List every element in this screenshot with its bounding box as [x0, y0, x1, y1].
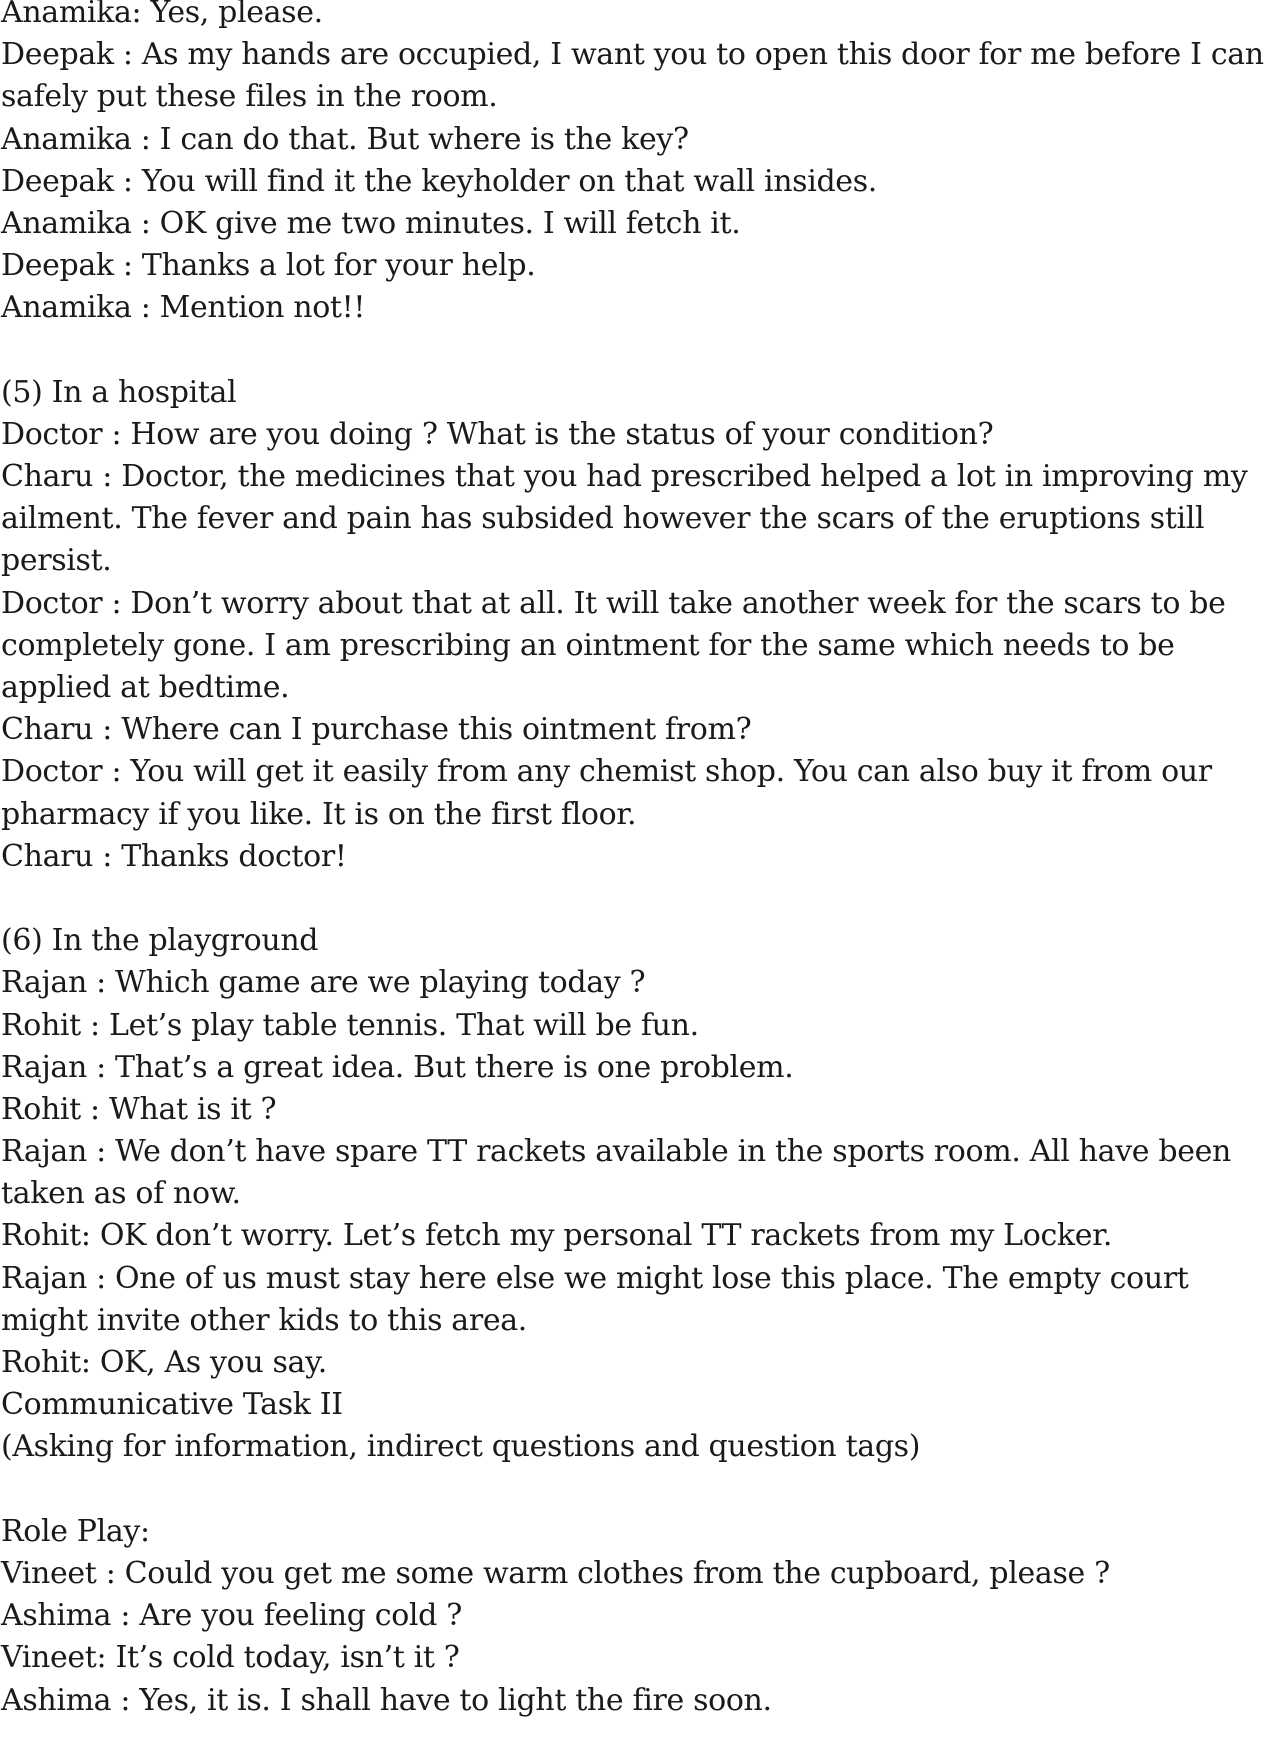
text-line: Rohit: OK, As you say.	[1, 1345, 327, 1380]
text-line: Doctor : How are you doing ? What is the status of your condition?	[1, 416, 994, 452]
text-line: Rajan : We don’t have spare TT rackets available in the sports room. All have been	[1, 1134, 1232, 1170]
text-line: pharmacy if you like. It is on the first floor.	[1, 796, 637, 832]
paragraph-spacer	[1, 330, 1287, 372]
text-line: Doctor : You will get it easily from any chemist shop. You can also buy it from our	[1, 754, 1212, 790]
text-line: persist.	[1, 543, 112, 579]
text-line: Rajan : That’s a great idea. But there is one problem.	[1, 1049, 794, 1085]
section-heading: (5) In a hospital	[1, 374, 237, 410]
text-line: taken as of now.	[1, 1176, 241, 1212]
text-line: Anamika : Mention not!!	[1, 290, 366, 326]
text-line: Anamika: Yes, please.	[1, 0, 323, 30]
text-line: Ashima : Yes, it is. I shall have to light the fire soon.	[1, 1682, 772, 1718]
text-line: Deepak : Thanks a lot for your help.	[1, 248, 536, 284]
text-line: might invite other kids to this area.	[1, 1302, 527, 1338]
text-line: Ashima : Are you feeling cold ?	[1, 1598, 462, 1634]
paragraph-spacer	[1, 878, 1287, 920]
text-line: (Asking for information, indirect questions and question tags)	[1, 1429, 921, 1465]
text-line: Deepak : You will find it the keyholder on that wall insides.	[1, 163, 877, 199]
text-line: Rajan : Which game are we playing today ?	[1, 965, 646, 1001]
text-line: Rohit : Let’s play table tennis. That will be fun.	[1, 1007, 699, 1043]
text-line: ailment. The fever and pain has subsided however the scars of the eruptions still	[1, 501, 1205, 537]
text-line: Charu : Doctor, the medicines that you had prescribed helped a lot in improving my	[1, 459, 1248, 495]
text-line: Rajan : One of us must stay here else we might lose this place. The empty court	[1, 1260, 1189, 1296]
text-line: Charu : Where can I purchase this ointment from?	[1, 712, 752, 748]
text-line: Anamika : I can do that. But where is the key?	[1, 121, 689, 157]
text-line: safely put these files in the room.	[1, 79, 498, 115]
text-line: Charu : Thanks doctor!	[1, 838, 347, 874]
text-line: completely gone. I am prescribing an ointment for the same which needs to be	[1, 627, 1175, 663]
text-line: Vineet: It’s cold today, isn’t it ?	[1, 1640, 460, 1676]
text-line: Vineet : Could you get me some warm clothes from the cupboard, please ?	[1, 1555, 1110, 1591]
text-line: Doctor : Don’t worry about that at all. It will take another week for the scars to be	[1, 585, 1226, 621]
paragraph-spacer	[1, 1469, 1287, 1511]
text-line: Rohit : What is it ?	[1, 1091, 277, 1127]
section-heading: Role Play:	[1, 1513, 150, 1549]
text-line: Anamika : OK give me two minutes. I will fetch it.	[1, 205, 741, 241]
section-heading: Communicative Task II	[1, 1387, 343, 1423]
text-line: applied at bedtime.	[1, 670, 290, 705]
text-line: Deepak : As my hands are occupied, I want you to open this door for me before I can	[1, 37, 1264, 73]
section-heading: (6) In the playground	[1, 923, 319, 959]
text-line: Rohit: OK don’t worry. Let’s fetch my personal TT rackets from my Locker.	[1, 1218, 1113, 1254]
